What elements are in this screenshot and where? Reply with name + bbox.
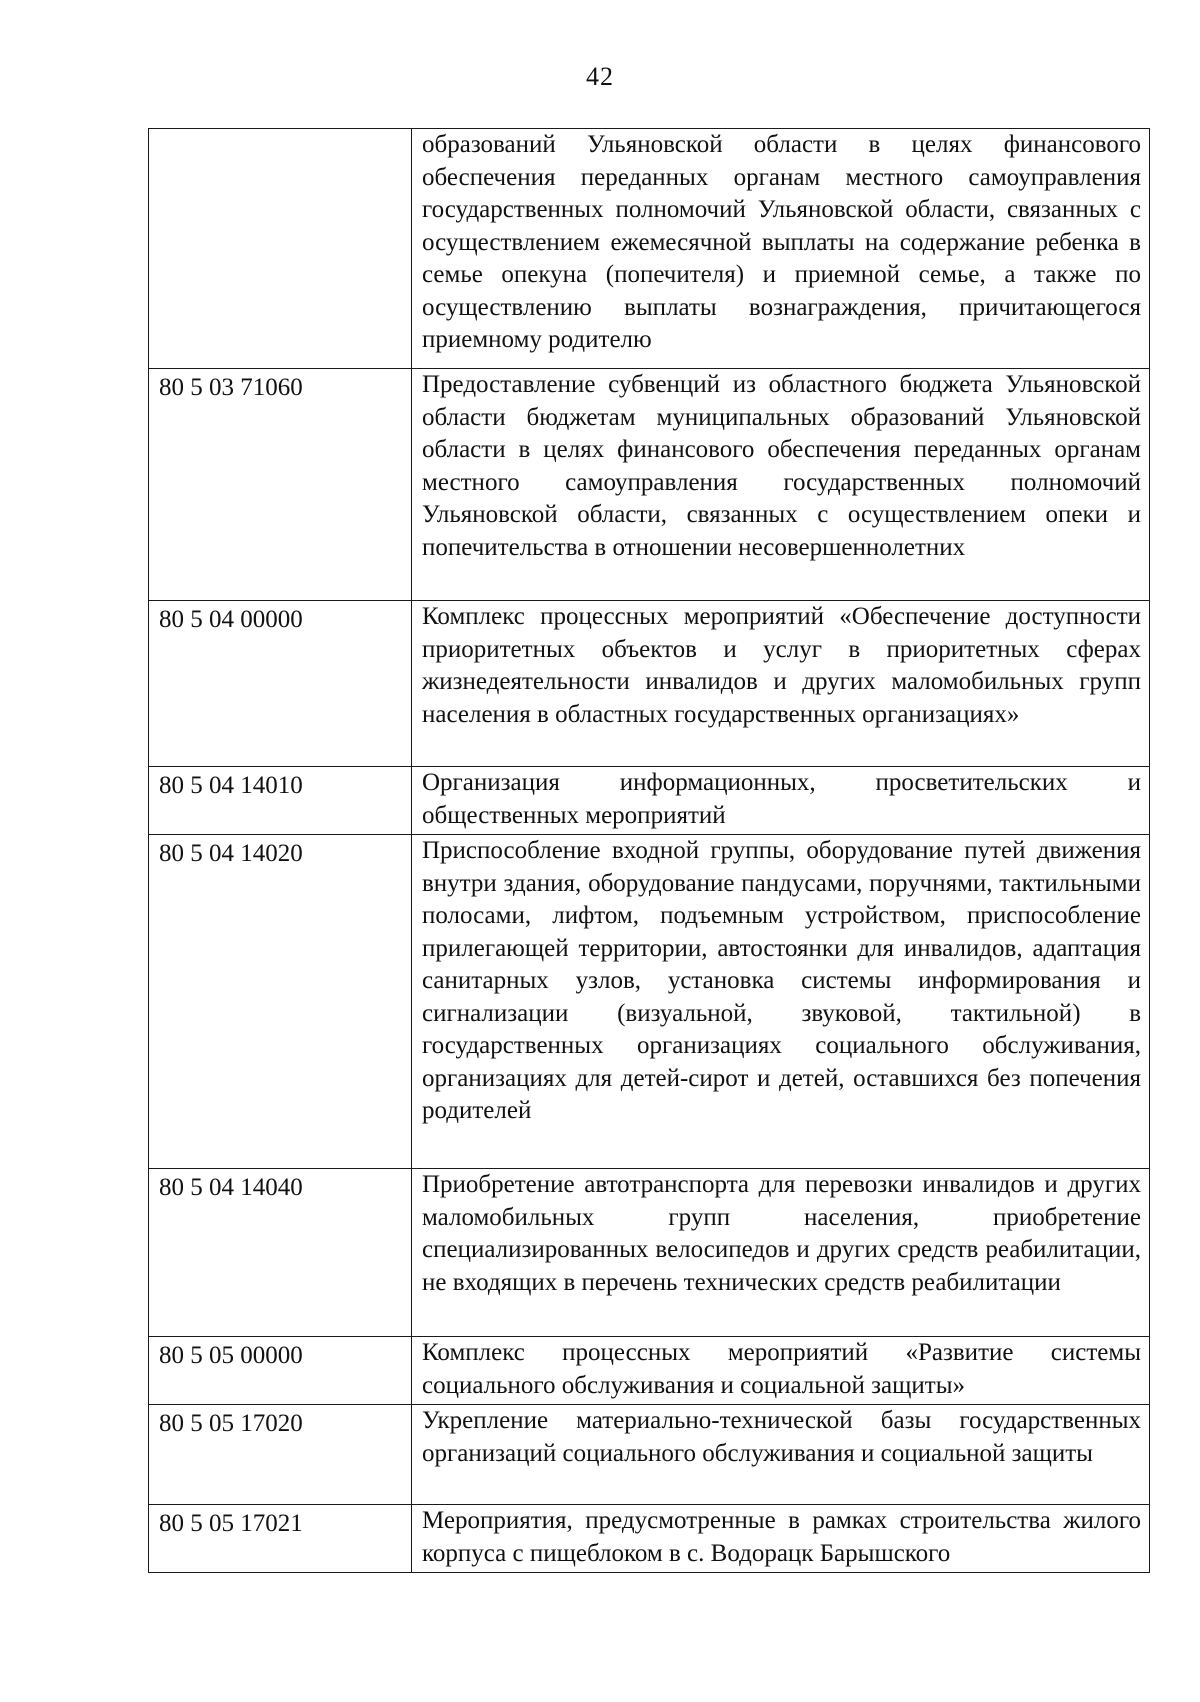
row-description: Приспособление входной группы, оборудование путей движения внутри здания, оборудование пандусами, поручнями, тактильными полосами, лифтом, подъемным устройством, приспособление прилегающей территории, автостоянки для инвалидов, адаптация санитарных узлов, установка системы информирования и сигнализации (визуальной, звуковой, тактильной) в государственных организациях социального обслуживания, организациях для детей-сирот и детей, оставшихся без попечения родителей: [412, 835, 1150, 1169]
row-description: Комплекс процессных мероприятий «Развитие системы социального обслуживания и социальной защиты»: [412, 1337, 1150, 1405]
row-code: 80 5 04 00000: [149, 601, 412, 767]
table-row: [149, 601, 1150, 767]
row-code: [149, 129, 412, 369]
table-row: [149, 1337, 1150, 1405]
table-row: [149, 1505, 1150, 1573]
table-row: [149, 1405, 1150, 1505]
row-description: образований Ульяновской области в целях финансового обеспечения переданных органам местного самоуправления государственных полномочий Ульяновской области, связанных с осуществлением ежемесячной выплаты на содержание ребенка в семье опекуна (попечителя) и приемной семье, а также по осуществлению выплаты вознаграждения, причитающегося приемному родителю: [412, 129, 1150, 369]
table-row: [149, 835, 1150, 1169]
row-description: Мероприятия, предусмотренные в рамках строительства жилого корпуса с пищеблоком в с. Водорацк Барышского: [412, 1505, 1150, 1573]
row-description: Укрепление материально-технической базы государственных организаций социального обслуживания и социальной защиты: [412, 1405, 1150, 1505]
table-row: [149, 767, 1150, 835]
row-description: Организация информационных, просветительских и общественных мероприятий: [412, 767, 1150, 835]
budget-code-table: [148, 128, 1150, 1573]
row-description: Приобретение автотранспорта для перевозки инвалидов и других маломобильных групп населения, приобретение специализированных велосипедов и других средств реабилитации, не входящих в перечень технических средств реабилитации: [412, 1169, 1150, 1337]
row-code: 80 5 04 14010: [149, 767, 412, 835]
row-description: Комплекс процессных мероприятий «Обеспечение доступности приоритетных объектов и услуг в приоритетных сферах жизнедеятельности инвалидов и других маломобильных групп населения в областных государственных организациях»: [412, 601, 1150, 767]
row-code: 80 5 05 00000: [149, 1337, 412, 1405]
row-description: Предоставление субвенций из областного бюджета Ульяновской области бюджетам муниципальных образований Ульяновской области в целях финансового обеспечения переданных органам местного самоуправления государственных полномочий Ульяновской области, связанных с осуществлением опеки и попечительства в отношении несовершеннолетних: [412, 369, 1150, 601]
row-code: 80 5 04 14040: [149, 1169, 412, 1337]
table-row: [149, 1169, 1150, 1337]
row-code: 80 5 05 17021: [149, 1505, 412, 1573]
table-row: [149, 129, 1150, 369]
row-code: 80 5 04 14020: [149, 835, 412, 1169]
table-row: [149, 369, 1150, 601]
page-number: 42: [586, 62, 614, 91]
row-code: 80 5 03 71060: [149, 369, 412, 601]
row-code: 80 5 05 17020: [149, 1405, 412, 1505]
